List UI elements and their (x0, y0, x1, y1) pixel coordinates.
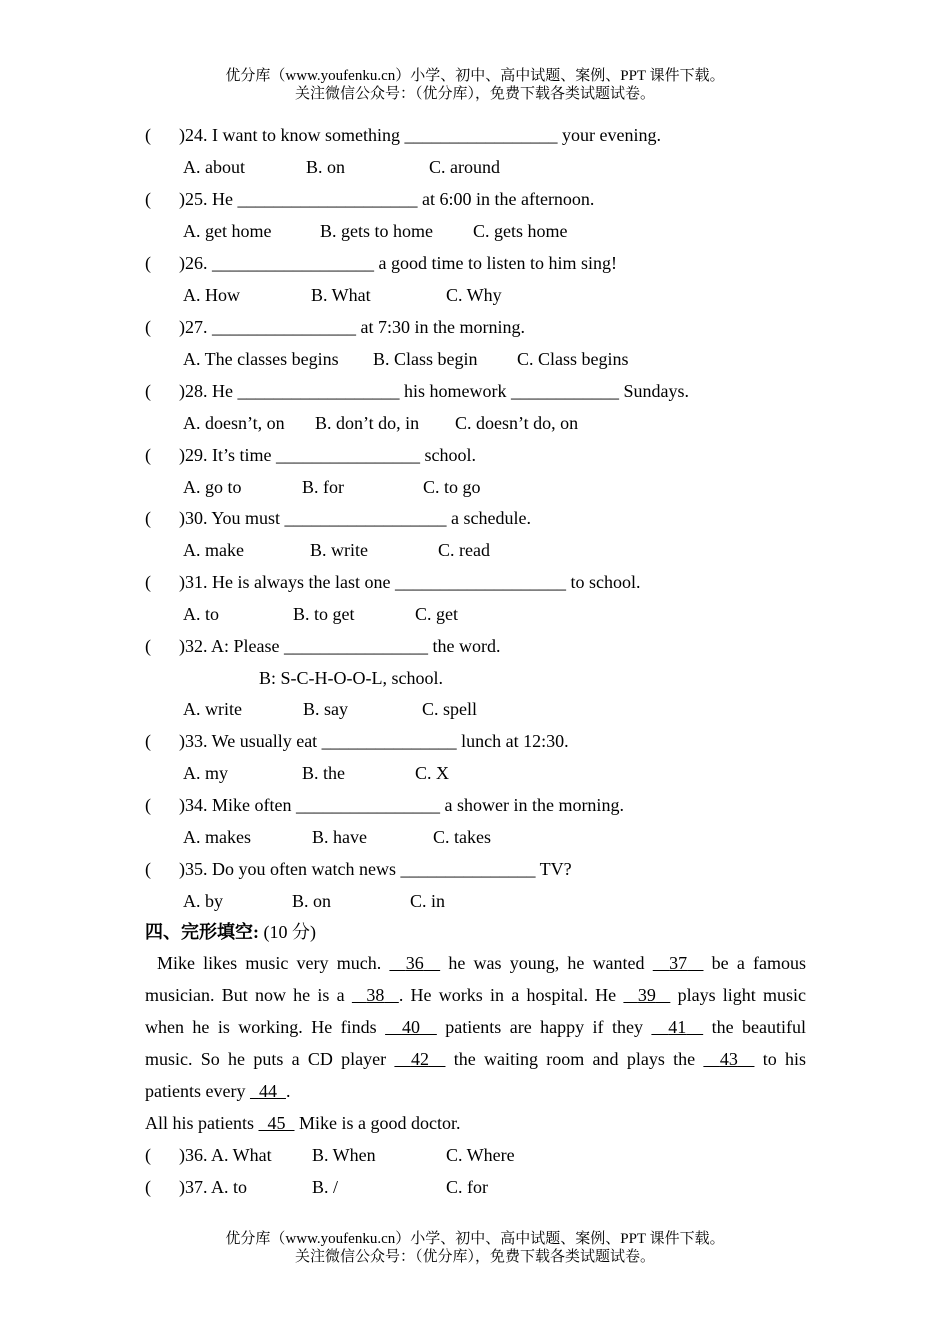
blank-43: 43 (719, 1049, 738, 1069)
blank-40: 40 (401, 1017, 420, 1037)
question-text: )24. I want to know something _________________ your evening. (179, 125, 661, 145)
option-a: A. The classes begins (183, 349, 339, 369)
passage-line-4 (145, 1043, 806, 1075)
footer-line-1: 优分库（www.youfenku.cn）小学、初中、高中试题、案例、PPT 课件下载。 (225, 1231, 725, 1247)
answer-paren: ( (145, 317, 151, 337)
option-c: C. around (429, 157, 500, 177)
answer-paren: ( (145, 572, 151, 592)
question-text: )37. A. to (179, 1177, 248, 1197)
option-b: B. / (312, 1177, 339, 1197)
option-c: C. in (410, 891, 446, 911)
section-4-heading (145, 921, 316, 943)
option-a: A. get home (183, 221, 272, 241)
question-text: )34. Mike often ________________ a shower in the morning. (179, 795, 624, 815)
passage-text: patients every (145, 1081, 246, 1101)
header-line-1: 优分库（www.youfenku.cn）小学、初中、高中试题、案例、PPT 课件下载。 (225, 68, 725, 84)
passage-line-3 (145, 1011, 806, 1043)
section-title: 四、完形填空: (145, 922, 259, 942)
option-a: A. my (183, 763, 228, 783)
answer-paren: ( (145, 1145, 151, 1165)
blank-36: 36 (405, 953, 424, 973)
answer-paren: ( (145, 381, 151, 401)
question-text: )29. It’s time ________________ school. (179, 445, 476, 465)
option-a: A. about (183, 157, 245, 177)
option-b: B. write (310, 540, 368, 560)
answer-paren: ( (145, 253, 151, 273)
blank-39: 39 (637, 985, 656, 1005)
passage-line-2 (145, 979, 806, 1011)
option-a: A. write (183, 699, 242, 719)
passage-text: . (285, 1081, 291, 1101)
passage-line-1 (145, 947, 806, 979)
option-b: B. on (292, 891, 332, 911)
option-c: C. to go (423, 477, 481, 497)
answer-paren: ( (145, 189, 151, 209)
footer-line-2: 关注微信公众号：（优分库），免费下载各类试题试卷。 (294, 1249, 655, 1265)
option-a: A. How (183, 285, 240, 305)
option-a: A. to (183, 604, 219, 624)
option-a: A. makes (183, 827, 251, 847)
option-c: C. X (415, 763, 450, 783)
header-line-2: 关注微信公众号：（优分库），免费下载各类试题试卷。 (294, 86, 655, 102)
passage-text: Mike is a good doctor. (299, 1113, 461, 1133)
option-c: C. Why (446, 285, 502, 305)
passage-text: All his patients (145, 1113, 254, 1133)
passage-line-6 (145, 1107, 806, 1139)
passage-text: . He works in a hospital. He (398, 985, 617, 1005)
passage-text: music. So he puts a CD player (145, 1049, 387, 1069)
option-b: B. Class begin (373, 349, 478, 369)
option-c: C. gets home (473, 221, 568, 241)
answer-paren: ( (145, 1177, 151, 1197)
section-score: (10 分) (259, 922, 316, 942)
option-b: B. on (306, 157, 346, 177)
question-text: )25. He ____________________ at 6:00 in the afternoon. (179, 189, 595, 209)
option-b: B. gets to home (320, 221, 433, 241)
option-b: B. for (302, 477, 344, 497)
question-text: )27. ________________ at 7:30 in the morning. (179, 317, 525, 337)
question-text: )32. A: Please ________________ the word. (179, 636, 501, 656)
passage-text: the beautiful (711, 1017, 806, 1037)
question-text: )36. A. What (179, 1145, 272, 1165)
dialogue-response: B: S-C-H-O-O-L, school. (259, 668, 443, 688)
passage-text: musician. But now he is a (145, 985, 345, 1005)
option-a: A. doesn’t, on (183, 413, 285, 433)
blank-42: 42 (410, 1049, 429, 1069)
option-a: A. make (183, 540, 244, 560)
passage-text: the waiting room and plays the (453, 1049, 696, 1069)
question-text: )28. He __________________ his homework ____________ Sundays. (179, 381, 689, 401)
passage-line-5 (145, 1075, 806, 1107)
passage-text: when he is working. He finds (145, 1017, 377, 1037)
option-c: C. read (438, 540, 490, 560)
answer-paren: ( (145, 731, 151, 751)
passage-text: patients are happy if they (445, 1017, 643, 1037)
option-a: A. by (183, 891, 223, 911)
option-b: B. don’t do, in (315, 413, 420, 433)
option-c: C. spell (422, 699, 478, 719)
question-text: )26. __________________ a good time to listen to him sing! (179, 253, 617, 273)
option-b: B. say (303, 699, 348, 719)
passage-text: plays light music (677, 985, 807, 1005)
answer-paren: ( (145, 859, 151, 879)
answer-paren: ( (145, 795, 151, 815)
question-text: )31. He is always the last one ___________________ to school. (179, 572, 641, 592)
option-c: C. doesn’t do, on (455, 413, 579, 433)
blank-41: 41 (668, 1017, 687, 1037)
option-b: B. What (311, 285, 371, 305)
blank-38: 38 (366, 985, 385, 1005)
option-b: B. have (312, 827, 367, 847)
question-text: )30. You must __________________ a schedule. (179, 508, 531, 528)
passage-text: Mike likes music very much. (157, 953, 382, 973)
option-c: C. for (446, 1177, 488, 1197)
blank-37: 37 (669, 953, 688, 973)
answer-paren: ( (145, 125, 151, 145)
answer-paren: ( (145, 445, 151, 465)
blank-44: 44 (258, 1081, 277, 1101)
option-b: B. When (312, 1145, 376, 1165)
option-b: B. to get (293, 604, 355, 624)
question-text: )33. We usually eat _______________ lunch at 12:30. (179, 731, 569, 751)
question-text: )35. Do you often watch news _______________ TV? (179, 859, 572, 879)
answer-paren: ( (145, 636, 151, 656)
passage-text: he was young, he wanted (448, 953, 645, 973)
answer-paren: ( (145, 508, 151, 528)
passage-text: be a famous (711, 953, 807, 973)
option-b: B. the (302, 763, 345, 783)
option-c: C. get (415, 604, 458, 624)
blank-45: 45 (267, 1113, 286, 1133)
option-c: C. takes (433, 827, 491, 847)
option-c: C. Class begins (517, 349, 629, 369)
option-a: A. go to (183, 477, 242, 497)
option-c: C. Where (446, 1145, 515, 1165)
passage-text: to his (762, 1049, 807, 1069)
